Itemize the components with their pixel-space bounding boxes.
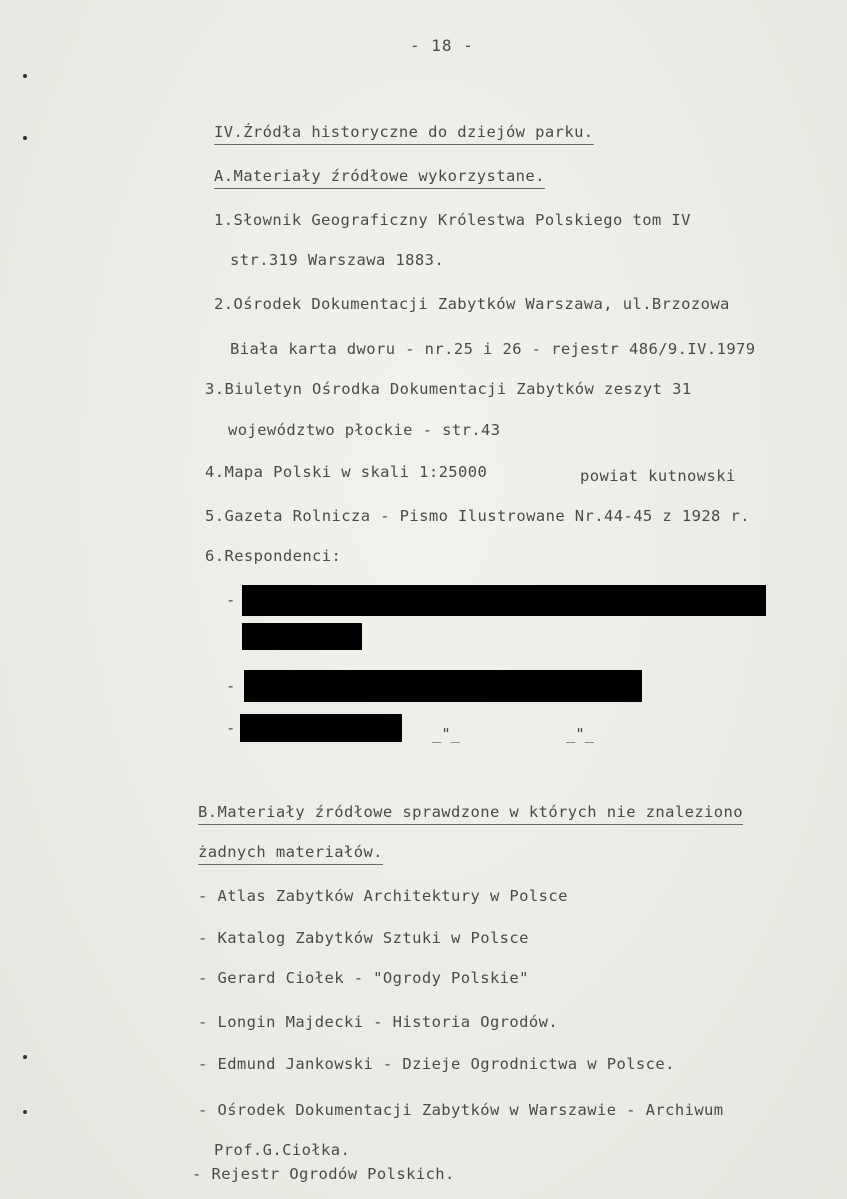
- checked-source-item: - Katalog Zabytków Sztuki w Polsce: [198, 929, 529, 947]
- section-title: IV.Źródła historyczne do dziejów parku.: [214, 122, 594, 145]
- source-item: 1.Słownik Geograficzny Królestwa Polskiego tom IV: [214, 211, 691, 229]
- source-item: województwo płockie - str.43: [228, 421, 501, 439]
- binder-hole-mark: [23, 1055, 27, 1059]
- redacted-respondent: [242, 585, 766, 616]
- part-b-heading-continued: żadnych materiałów.: [198, 842, 383, 865]
- page-number: - 18 -: [410, 36, 474, 55]
- respondent-dash: -: [226, 677, 236, 695]
- source-item-district: powiat kutnowski: [580, 467, 736, 485]
- source-item: Biała karta dworu - nr.25 i 26 - rejestr 486/9.IV.1979: [230, 340, 756, 358]
- ditto-mark: _"_: [432, 725, 460, 743]
- checked-source-item: - Atlas Zabytków Architektury w Polsce: [198, 887, 568, 905]
- source-item: 2.Ośrodek Dokumentacji Zabytków Warszawa, ul.Brzozowa: [214, 295, 730, 313]
- ditto-mark: _"_: [566, 725, 594, 743]
- redacted-respondent: [242, 623, 362, 650]
- respondent-dash: -: [226, 719, 236, 737]
- binder-hole-mark: [23, 1110, 27, 1114]
- checked-source-item: - Edmund Jankowski - Dzieje Ogrodnictwa w Polsce.: [198, 1055, 675, 1073]
- source-item: 3.Biuletyn Ośrodka Dokumentacji Zabytków zeszyt 31: [205, 380, 692, 398]
- redacted-respondent: [244, 670, 642, 702]
- respondent-dash: -: [226, 591, 236, 609]
- part-b-heading: B.Materiały źródłowe sprawdzone w których nie znaleziono: [198, 802, 743, 825]
- source-item: 5.Gazeta Rolnicza - Pismo Ilustrowane Nr.44-45 z 1928 r.: [205, 507, 750, 525]
- checked-source-item: - Gerard Ciołek - "Ogrody Polskie": [198, 969, 529, 987]
- redacted-respondent: [240, 714, 402, 742]
- source-item: 6.Respondenci:: [205, 547, 342, 565]
- checked-source-item-continued: Prof.G.Ciołka.: [214, 1141, 351, 1159]
- checked-source-item: - Longin Majdecki - Historia Ogrodów.: [198, 1013, 559, 1031]
- source-item: str.319 Warszawa 1883.: [230, 251, 445, 269]
- checked-source-item: - Ośrodek Dokumentacji Zabytków w Warszawie - Archiwum: [198, 1101, 724, 1119]
- binder-hole-mark: [23, 136, 27, 140]
- source-item: 4.Mapa Polski w skali 1:25000: [205, 463, 488, 481]
- binder-hole-mark: [23, 74, 27, 78]
- checked-source-item: - Rejestr Ogrodów Polskich.: [192, 1165, 455, 1183]
- part-a-heading: A.Materiały źródłowe wykorzystane.: [214, 166, 545, 189]
